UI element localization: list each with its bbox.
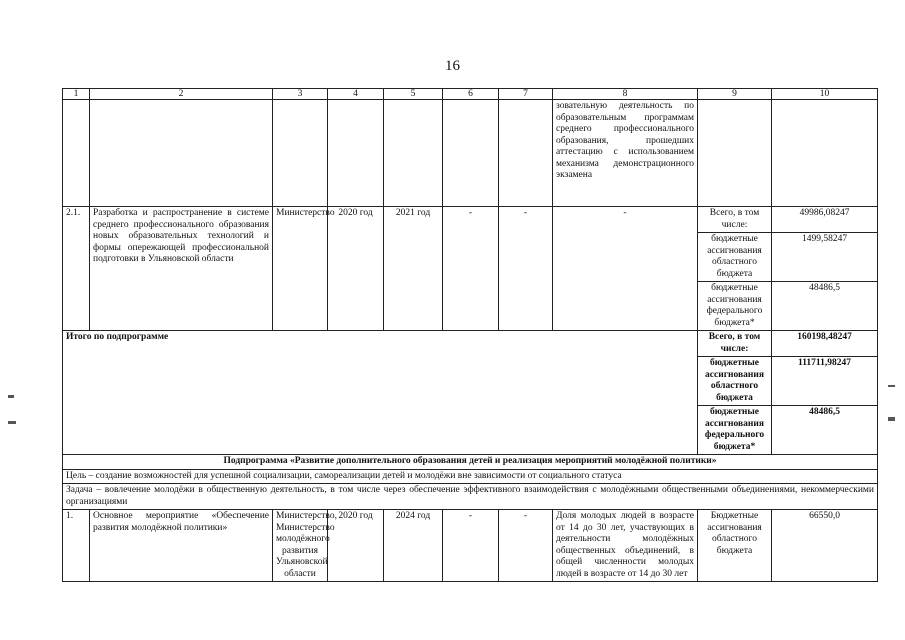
funding-value: 1499,58247	[772, 233, 878, 282]
subprogram-title-row	[63, 455, 878, 470]
funding-label: Всего, в том числе:	[698, 207, 772, 233]
col6-value: -	[443, 207, 499, 331]
funding-label: Бюджетные ассигнования областного бюджета	[698, 510, 772, 582]
subprogram-goal: Цель – создание возможностей для успешной социализации, самореализации детей и молодёжи вне зависимости от социального статуса	[63, 469, 878, 484]
col-number: 4	[328, 89, 384, 100]
total-funding-label: бюджетные ассигнования областного бюджета	[698, 357, 772, 406]
total-funding-label: бюджетные ассигнования федерального бюджета*	[698, 406, 772, 455]
task-row	[63, 484, 878, 510]
indicator: Доля молодых людей в возрасте от 14 до 30 лет, участвующих в деятельности молодёжных общественных объединений, в общей численности молодых людей в возрасте от 14 до 30 лет	[553, 510, 698, 582]
col-number: 2	[90, 89, 273, 100]
column-number-row	[63, 89, 878, 100]
col-number: 8	[553, 89, 698, 100]
row-number: 1.	[63, 510, 90, 582]
subprogram-title: Подпрограмма «Развитие дополнительного образования детей и реализация мероприятий молодёжной политики»	[63, 455, 878, 470]
funding-value: 48486,5	[772, 282, 878, 331]
indicator: -	[553, 207, 698, 331]
total-funding-value: 111711,98247	[772, 357, 878, 406]
scan-mark	[8, 421, 16, 424]
start-year: 2020 год	[328, 207, 384, 331]
col-number: 6	[443, 89, 499, 100]
total-funding-label: Всего, в том числе:	[698, 331, 772, 357]
activity-name: Основное мероприятие «Обеспечение развития молодёжной политики»	[90, 510, 273, 582]
col-number: 1	[63, 89, 90, 100]
program-table	[62, 88, 878, 582]
total-funding-value: 48486,5	[772, 406, 878, 455]
goal-row	[63, 469, 878, 484]
total-funding-value: 160198,48247	[772, 331, 878, 357]
end-year: 2021 год	[384, 207, 443, 331]
page-number: 16	[445, 58, 460, 74]
col-number: 10	[772, 89, 878, 100]
indicator-continuation: зовательную деятельность по образовательным программам среднего профессионального образования, прошедших аттестацию с использованием механизма демонстрационного экзамена	[553, 100, 698, 207]
col-number: 5	[384, 89, 443, 100]
scan-mark	[888, 417, 895, 421]
table-row-total	[63, 331, 878, 357]
total-label: Итого по подпрограмме	[63, 331, 698, 455]
row-number: 2.1.	[63, 207, 90, 331]
funding-value: 66550,0	[772, 510, 878, 582]
executor: Министерство, Министерство молодёжного развития Ульяновской области	[273, 510, 328, 582]
col-number: 3	[273, 89, 328, 100]
funding-label: бюджетные ассигнования федерального бюджета*	[698, 282, 772, 331]
table-row-2-1	[63, 207, 878, 233]
col6-value: -	[443, 510, 499, 582]
funding-value: 49986,08247	[772, 207, 878, 233]
col-number: 9	[698, 89, 772, 100]
subprogram-task: Задача – вовлечение молодёжи в общественную деятельность, в том числе через обеспечение эффективного взаимодействия с молодёжными общественными объединениями, некоммерческими организациями	[63, 484, 878, 510]
table-row-1	[63, 510, 878, 582]
scan-mark	[8, 395, 14, 398]
start-year: 2020 год	[328, 510, 384, 582]
end-year: 2024 год	[384, 510, 443, 582]
executor: Министерство	[273, 207, 328, 331]
scan-mark	[888, 385, 895, 387]
table-row-continuation	[63, 100, 878, 207]
col7-value: -	[499, 510, 553, 582]
col7-value: -	[499, 207, 553, 331]
col-number: 7	[499, 89, 553, 100]
activity-name: Разработка и распространение в системе среднего профессионального образования новых образовательных технологий и формы опережающей профессиональной подготовки в Ульяновской области	[90, 207, 273, 331]
funding-label: бюджетные ассигнования областного бюджета	[698, 233, 772, 282]
